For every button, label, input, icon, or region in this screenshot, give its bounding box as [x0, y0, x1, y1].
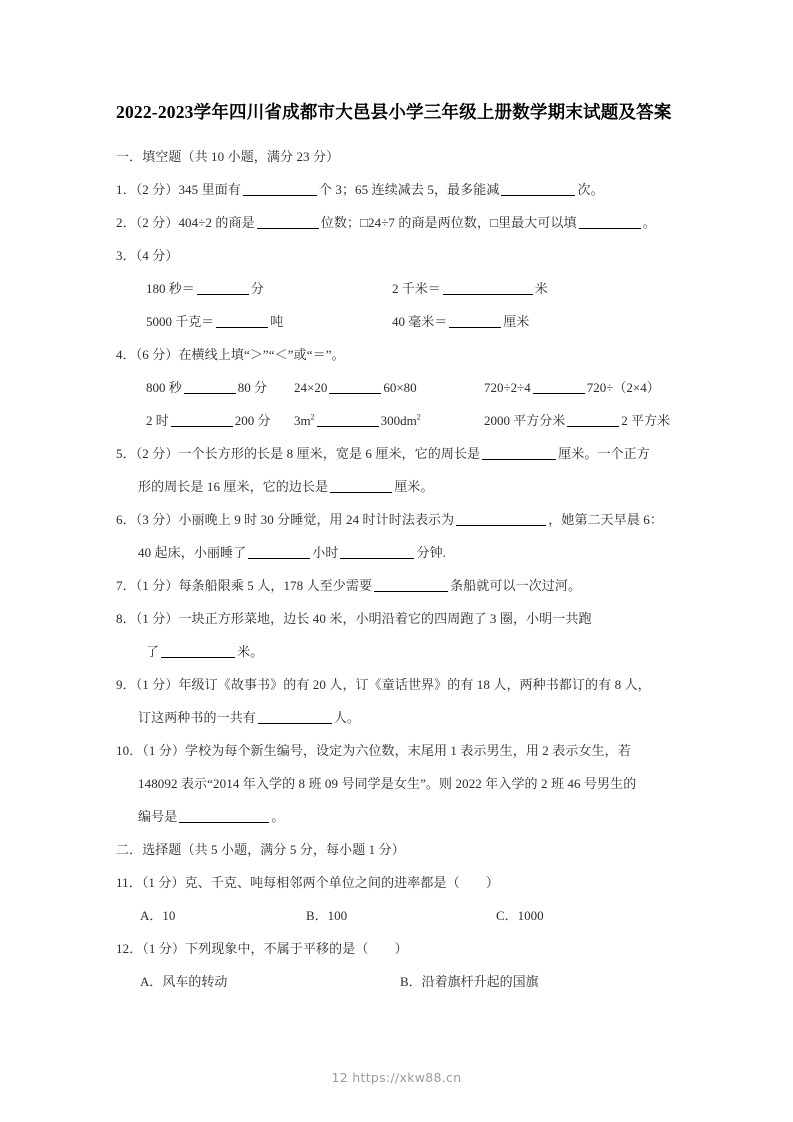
- q9-blank-1[interactable]: [258, 710, 332, 724]
- q2-text-a: 2．（2 分）404÷2 的商是: [116, 215, 255, 230]
- q6-text-a: 6．（3 分）小丽晚上 9 时 30 分睡觉，用 24 时计时法表示为: [116, 512, 455, 527]
- q4-cmp-5-left: 3m: [294, 413, 311, 428]
- q10-blank-1[interactable]: [179, 809, 269, 823]
- q11-option-c[interactable]: C．1000: [496, 908, 544, 923]
- q3-item-1-left: 180 秒＝: [146, 281, 195, 296]
- question-10-line-1: [116, 734, 680, 767]
- question-11-stem: [116, 866, 680, 899]
- question-4-row-2: [116, 404, 680, 437]
- question-5-line-2: [116, 470, 680, 503]
- q9-text-a: 9．（1 分）年级订《故事书》的有 20 人，订《童话世界》的有 18 人，两种书都订的有 8 人，: [116, 677, 651, 692]
- q4-cmp-1-left: 800 秒: [146, 380, 182, 395]
- question-1: [116, 173, 680, 206]
- question-2: [116, 206, 680, 239]
- q6-blank-2[interactable]: [248, 545, 310, 559]
- q6-text-c: 40 起床，小丽睡了: [138, 545, 247, 560]
- question-7: [116, 569, 680, 602]
- q8-blank-1[interactable]: [161, 644, 235, 658]
- q2-blank-1[interactable]: [257, 215, 319, 229]
- q3-item-2: [392, 272, 680, 305]
- question-9-line-1: [116, 668, 680, 701]
- q9-text-b: 订这两种书的一共有: [138, 710, 256, 725]
- q3-item-3-right: 吨: [270, 314, 284, 329]
- q3-blank-4[interactable]: [449, 314, 501, 328]
- q3-blank-2[interactable]: [443, 281, 533, 295]
- q4-cmp-3-left: 720÷2÷4: [484, 380, 531, 395]
- q8-text-a: 8．（1 分）一块正方形菜地，边长 40 米，小明沿着它的四周跑了 3 圈，小明一共跑: [116, 611, 592, 626]
- question-12-stem: [116, 932, 680, 965]
- q7-text-a: 7．（1 分）每条船限乘 5 人，178 人至少需要: [116, 578, 373, 593]
- q4-cmp-5-right-sup: 2: [416, 412, 421, 422]
- q12-stem-text: 12．（1 分）下列现象中，不属于平移的是（ ）: [116, 941, 408, 956]
- q2-text-c: 。: [642, 215, 656, 230]
- q3-item-4-left: 40 毫米＝: [392, 314, 448, 329]
- q4-cmp-5: [294, 404, 484, 437]
- q2-text-b: 位数；□24÷7 的商是两位数，□里最大可以填: [320, 215, 577, 230]
- q4-cmp-2-right: 60×80: [383, 380, 417, 395]
- q4-cmp-2: [294, 371, 484, 404]
- q12-option-b[interactable]: B．沿着旗杆升起的国旗: [400, 974, 539, 989]
- footer-watermark: 12 https://xkw88.cn: [331, 1070, 462, 1085]
- q8-text-b: 了: [146, 644, 160, 659]
- question-3-row-1: [116, 272, 680, 305]
- q4-cmp-6-right: 2 平方米: [621, 413, 671, 428]
- q1-text-a: 1．（2 分）345 里面有: [116, 182, 241, 197]
- q4-cmp-4-left: 2 时: [146, 413, 169, 428]
- q3-item-2-right: 米: [534, 281, 548, 296]
- q11-option-b[interactable]: B．100: [306, 908, 348, 923]
- question-10-line-2: [116, 767, 680, 800]
- question-4-row-1: [116, 371, 680, 404]
- q9-text-c: 人。: [333, 710, 361, 725]
- q11-stem-text: 11．（1 分）克、千克、吨每相邻两个单位之间的进率都是（ ）: [116, 875, 499, 890]
- q1-text-b: 个 3；65 连续减去 5，最多能减: [318, 182, 500, 197]
- question-3: [116, 239, 680, 272]
- q7-blank-1[interactable]: [374, 578, 448, 592]
- q3-item-3: [116, 305, 392, 338]
- q4-cmp-6-left: 2000 平方分米: [484, 413, 566, 428]
- q10-text-d: 。: [271, 809, 285, 824]
- q4-cmp-4-right: 200 分: [234, 413, 271, 428]
- q10-text-b: 148092 表示“2014 年入学的 8 班 09 号同学是女生”。则 2022 年入学的 2 班 46 号男生的: [138, 776, 637, 791]
- q6-text-d: 小时: [312, 545, 339, 560]
- q3-item-4: [392, 305, 680, 338]
- question-10-line-3: [116, 800, 680, 833]
- q6-text-b: ，她第二天早晨 6：: [548, 512, 664, 527]
- question-8-line-2: [116, 635, 680, 668]
- q4-blank-4[interactable]: [171, 413, 233, 427]
- q5-blank-1[interactable]: [482, 446, 556, 460]
- q3-item-1: [116, 272, 392, 305]
- q3-label: 3．（4 分）: [116, 248, 179, 263]
- q1-text-c: 次。: [577, 182, 604, 197]
- q4-blank-6[interactable]: [567, 413, 619, 427]
- q4-cmp-1: [116, 371, 294, 404]
- q4-blank-5[interactable]: [317, 413, 379, 427]
- q4-cmp-2-left: 24×20: [294, 380, 328, 395]
- q12-option-a[interactable]: A．风车的转动: [140, 974, 228, 989]
- question-4: [116, 338, 680, 371]
- question-3-row-2: [116, 305, 680, 338]
- section-heading-fill-in: 一．填空题（共 10 小题，满分 23 分）: [116, 149, 340, 164]
- q5-text-c: 形的周长是 16 厘米，它的边长是: [138, 479, 329, 494]
- q6-blank-1[interactable]: [456, 512, 546, 526]
- q10-text-c: 编号是: [138, 809, 178, 824]
- question-12-options: [116, 965, 680, 998]
- q3-item-2-left: 2 千米＝: [392, 281, 441, 296]
- q1-blank-1[interactable]: [243, 182, 317, 196]
- q4-cmp-1-right: 80 分: [237, 380, 268, 395]
- q3-blank-1[interactable]: [197, 281, 249, 295]
- q3-item-1-right: 分: [250, 281, 264, 296]
- q4-label: 4．（6 分）在横线上填“＞”“＜”或“＝”。: [116, 347, 345, 362]
- q4-blank-1[interactable]: [184, 380, 236, 394]
- question-5-line-1: [116, 437, 680, 470]
- question-11-options: [116, 899, 680, 932]
- question-6-line-1: [116, 503, 680, 536]
- q6-blank-3[interactable]: [340, 545, 414, 559]
- q3-item-3-left: 5000 千克＝: [146, 314, 215, 329]
- section-heading-multiple-choice: 二．选择题（共 5 小题，满分 5 分，每小题 1 分）: [116, 842, 405, 857]
- q8-text-c: 米。: [237, 644, 264, 659]
- page-content: [116, 96, 680, 998]
- q10-text-a: 10．（1 分）学校为每个新生编号，设定为六位数，末尾用 1 表示男生，用 2 表示女生，若: [116, 743, 631, 758]
- q11-option-a[interactable]: A．10: [140, 908, 176, 923]
- question-9-line-2: [116, 701, 680, 734]
- q5-text-a: 5．（2 分）一个长方形的长是 8 厘米，宽是 6 厘米，它的周长是: [116, 446, 481, 461]
- q3-blank-3[interactable]: [216, 314, 268, 328]
- q6-text-e: 分钟.: [416, 545, 447, 560]
- question-6-line-2: [116, 536, 680, 569]
- q1-blank-2[interactable]: [501, 182, 575, 196]
- q4-cmp-3: [484, 371, 680, 404]
- q5-blank-2[interactable]: [330, 479, 392, 493]
- q2-blank-2[interactable]: [579, 215, 641, 229]
- q4-cmp-4: [116, 404, 294, 437]
- q4-blank-3[interactable]: [533, 380, 585, 394]
- q5-text-d: 厘米。: [394, 479, 434, 494]
- q4-cmp-3-right: 720÷（2×4）: [586, 380, 660, 395]
- q4-blank-2[interactable]: [329, 380, 381, 394]
- q4-cmp-5-left-sup: 2: [310, 412, 315, 422]
- page-title: 2022-2023学年四川省成都市大邑县小学三年级上册数学期末试题及答案: [116, 102, 672, 122]
- q5-text-b: 厘米。一个正方: [558, 446, 650, 461]
- q7-text-b: 条船就可以一次过河。: [450, 578, 582, 593]
- q4-cmp-5-right: 300dm: [380, 413, 417, 428]
- q4-cmp-6: [484, 404, 680, 437]
- question-8-line-1: [116, 602, 680, 635]
- q3-item-4-right: 厘米: [503, 314, 530, 329]
